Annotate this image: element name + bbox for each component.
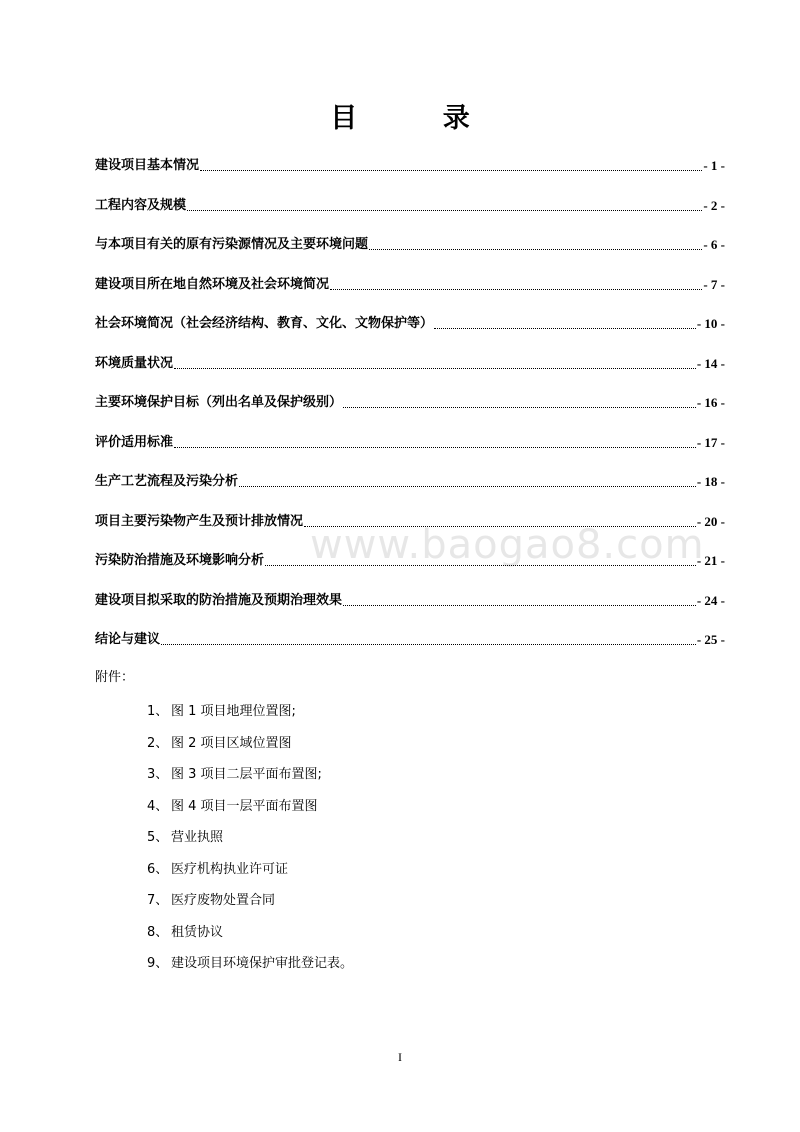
toc-entry-label: 评价适用标准	[95, 434, 174, 450]
watermark: www.baogao8.com	[310, 522, 705, 568]
toc-entry-page: - 18 -	[696, 474, 725, 489]
list-item	[147, 858, 288, 877]
toc-leader-dots	[187, 210, 702, 211]
toc-entry[interactable]	[95, 229, 725, 253]
list-item-number: 7、	[147, 893, 169, 908]
list-item-text: 租赁协议	[171, 924, 224, 940]
list-item-number: 6、	[147, 861, 169, 877]
list-item-text: 医疗废物处置合同	[171, 893, 276, 908]
toc-entry[interactable]	[95, 585, 725, 609]
toc-entry[interactable]	[95, 545, 725, 569]
list-item-text: 营业执照	[171, 830, 224, 845]
list-item	[147, 889, 275, 908]
toc-entry-page: - 25 -	[696, 632, 725, 647]
list-item-text: 医疗机构执业许可证	[171, 861, 289, 877]
toc-entry-page: - 7 -	[703, 276, 725, 292]
toc-entry-label: 建设项目基本情况	[95, 158, 200, 173]
toc-entry[interactable]	[95, 387, 725, 411]
list-item-text: 图 3 项目二层平面布置图;	[171, 767, 322, 782]
toc-entry-label: 污染防治措施及环境影响分析	[95, 553, 265, 568]
toc-entry[interactable]	[95, 624, 725, 648]
toc-entry-page: - 1 -	[703, 158, 725, 173]
toc-entry[interactable]	[95, 506, 725, 530]
toc-leader-dots	[174, 447, 696, 448]
toc-leader-dots	[330, 289, 702, 290]
toc-entry-page: - 6 -	[703, 237, 725, 252]
list-item-number: 9、	[147, 956, 169, 971]
toc-entry-page: - 2 -	[703, 197, 725, 213]
toc-entry-page: - 20 -	[696, 513, 725, 529]
toc-leader-dots	[343, 605, 696, 606]
list-item-number: 2、	[147, 735, 169, 751]
toc-leader-dots	[174, 368, 696, 369]
toc-entry-label: 结论与建议	[95, 632, 161, 647]
toc-entry[interactable]	[95, 190, 725, 214]
toc-entry-page: - 10 -	[696, 316, 725, 331]
toc-entry[interactable]	[95, 466, 725, 490]
toc-entry-page: - 24 -	[696, 592, 725, 608]
toc-entry[interactable]	[95, 348, 725, 372]
toc-entry-label: 主要环境保护目标（列出名单及保护级别）	[95, 395, 343, 410]
attachments-heading: 附件：	[95, 670, 135, 685]
toc-leader-dots	[200, 170, 702, 171]
toc-entry-page: - 21 -	[696, 553, 725, 568]
list-item	[147, 952, 353, 971]
page-title: 目 录	[330, 103, 508, 134]
page-number-footer: I	[398, 1050, 402, 1064]
toc-leader-dots	[265, 565, 696, 566]
toc-entry-label: 项目主要污染物产生及预计排放情况	[95, 513, 304, 529]
toc-leader-dots	[161, 644, 696, 645]
list-item	[147, 921, 223, 940]
toc-leader-dots	[239, 486, 696, 487]
toc-leader-dots	[343, 407, 696, 408]
list-item	[147, 700, 296, 719]
toc-entry-label: 工程内容及规模	[95, 197, 187, 213]
toc-entry[interactable]	[95, 308, 725, 332]
toc-leader-dots	[369, 249, 702, 250]
list-item-text: 建设项目环境保护审批登记表。	[171, 956, 354, 971]
toc-entry-label: 建设项目所在地自然环境及社会环境简况	[95, 276, 330, 292]
toc-entry-label: 环境质量状况	[95, 355, 174, 371]
toc-entry-page: - 14 -	[696, 355, 725, 371]
toc-entry[interactable]	[95, 150, 725, 174]
list-item-text: 图 1 项目地理位置图;	[171, 704, 296, 719]
toc-leader-dots	[304, 526, 696, 527]
toc-entry-label: 社会环境简况（社会经济结构、教育、文化、文物保护等）	[95, 316, 434, 331]
toc-entry-label: 生产工艺流程及污染分析	[95, 474, 239, 489]
toc-entry-label: 与本项目有关的原有污染源情况及主要环境问题	[95, 237, 369, 252]
list-item-number: 5、	[147, 830, 169, 845]
toc-entry-label: 建设项目拟采取的防治措施及预期治理效果	[95, 592, 343, 608]
list-item-text: 图 4 项目一层平面布置图	[171, 798, 318, 814]
list-item-number: 1、	[147, 704, 169, 719]
list-item-text: 图 2 项目区域位置图	[171, 735, 292, 751]
list-item-number: 4、	[147, 798, 169, 814]
toc-leader-dots	[434, 328, 696, 329]
list-item	[147, 826, 223, 845]
toc-entry-page: - 16 -	[696, 395, 725, 410]
list-item-number: 8、	[147, 924, 169, 940]
list-item	[147, 795, 318, 814]
list-item	[147, 732, 292, 751]
toc-entry[interactable]	[95, 269, 725, 293]
toc-entry-page: - 17 -	[696, 434, 725, 450]
list-item	[147, 763, 322, 782]
list-item-number: 3、	[147, 767, 169, 782]
toc-entry[interactable]	[95, 427, 725, 451]
